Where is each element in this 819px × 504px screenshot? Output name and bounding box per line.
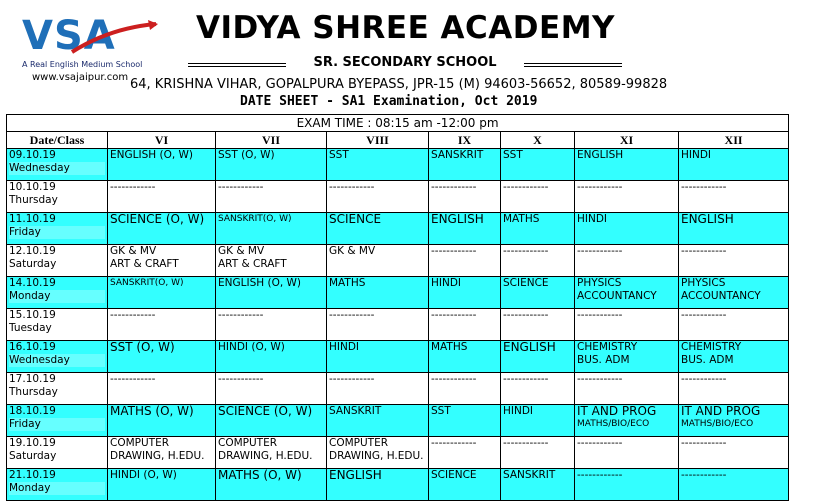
subject-cell [679, 405, 789, 437]
table-row [7, 341, 789, 373]
subject-label: SANSKRIT(O, W) [110, 278, 184, 288]
subject-label: COMPUTER [218, 437, 278, 449]
subject-label: IT AND PROG [681, 404, 761, 418]
subject-label: ------------ [503, 437, 549, 449]
date-cell [7, 405, 108, 437]
table-row [7, 469, 789, 501]
subject-label: HINDI (O, W) [110, 469, 177, 481]
subject-cell [679, 213, 789, 245]
date-cell [7, 373, 108, 405]
subject-label: BUS. ADM [577, 354, 630, 366]
subject-label: ENGLISH [577, 149, 624, 161]
subject-label: GK & MV [218, 245, 265, 257]
subject-label: ART & CRAFT [110, 258, 179, 270]
subject-label: SST (O, W) [218, 149, 275, 161]
subject-cell [575, 277, 679, 309]
subject-label: ACCOUNTANCY [577, 290, 657, 302]
exam-day: Wednesday [9, 354, 105, 367]
date-cell [7, 341, 108, 373]
column-header: VI [108, 132, 216, 149]
exam-date: 17.10.19 [9, 373, 56, 385]
school-title: VIDYA SHREE ACADEMY [196, 10, 615, 46]
subject-label: MATHS [431, 341, 468, 353]
subject-label: ------------ [218, 373, 264, 385]
column-header: VIII [327, 132, 429, 149]
subject-label: HINDI [431, 277, 462, 289]
subject-cell [501, 277, 575, 309]
subject-cell [108, 277, 216, 309]
table-row [7, 245, 789, 277]
date-cell [7, 277, 108, 309]
subject-label: ------------ [329, 309, 375, 321]
subject-cell [429, 373, 501, 405]
date-cell [7, 469, 108, 501]
subject-label: ENGLISH (O, W) [218, 277, 301, 289]
subject-label: COMPUTER [329, 437, 389, 449]
subject-cell [429, 309, 501, 341]
subject-cell [501, 181, 575, 213]
exam-day: Wednesday [9, 162, 105, 175]
subject-label: COMPUTER [110, 437, 170, 449]
subject-cell [216, 309, 327, 341]
date-cell [7, 245, 108, 277]
column-header: Date/Class [7, 132, 108, 149]
subject-cell [679, 341, 789, 373]
subject-cell [327, 469, 429, 501]
subject-label: ------------ [577, 469, 623, 481]
subject-label: GK & MV [329, 245, 376, 257]
subject-label: SCIENCE [503, 277, 549, 289]
exam-day: Monday [9, 482, 105, 495]
subject-cell [575, 213, 679, 245]
subject-cell [575, 341, 679, 373]
subject-cell [575, 149, 679, 181]
subject-cell [501, 373, 575, 405]
table-row [7, 149, 789, 181]
exam-day: Friday [9, 418, 105, 431]
exam-date: 11.10.19 [9, 213, 56, 225]
exam-day: Saturday [9, 450, 57, 462]
subject-label: ------------ [329, 181, 375, 193]
date-cell [7, 309, 108, 341]
subject-label: ------------ [431, 437, 477, 449]
subject-label: CHEMISTRY [577, 341, 638, 353]
school-subtitle: SR. SECONDARY SCHOOL [313, 55, 497, 70]
date-cell [7, 213, 108, 245]
subject-cell [327, 341, 429, 373]
table-body [7, 149, 789, 501]
subject-label: SANSKRIT [329, 405, 382, 417]
subject-label: MATHS/BIO/ECO [681, 419, 754, 429]
subject-cell [501, 309, 575, 341]
subject-cell [501, 245, 575, 277]
subject-cell [501, 469, 575, 501]
subject-cell [429, 149, 501, 181]
subject-label: MATHS (O, W) [110, 404, 194, 418]
subject-cell [327, 213, 429, 245]
subject-cell [327, 181, 429, 213]
subject-cell [501, 341, 575, 373]
table-row [7, 373, 789, 405]
subject-cell [216, 213, 327, 245]
exam-date: 14.10.19 [9, 277, 56, 289]
exam-date: 15.10.19 [9, 309, 56, 321]
subject-cell [327, 149, 429, 181]
subject-cell [679, 245, 789, 277]
subject-cell [327, 309, 429, 341]
column-header: XII [679, 132, 789, 149]
table-row [7, 405, 789, 437]
subject-label: ------------ [110, 309, 156, 321]
subject-cell [679, 309, 789, 341]
subject-label: HINDI [577, 213, 608, 225]
subject-cell [501, 149, 575, 181]
date-cell [7, 181, 108, 213]
column-header: IX [429, 132, 501, 149]
subject-label: ART & CRAFT [218, 258, 287, 270]
subject-cell [108, 213, 216, 245]
subject-label: MATHS [329, 277, 366, 289]
subject-label: HINDI (O, W) [218, 341, 285, 353]
subject-cell [216, 437, 327, 469]
subject-label: ------------ [329, 373, 375, 385]
subject-label: ENGLISH [681, 212, 734, 226]
subject-label: ------------ [218, 181, 264, 193]
subject-label: ------------ [681, 373, 727, 385]
school-website: www.vsajaipur.com [32, 72, 129, 83]
subject-label: ------------ [431, 309, 477, 321]
school-address: 64, KRISHNA VIHAR, GOPALPURA BYEPASS, JPR-15 (M) 94603-56652, 80589-99828 [130, 77, 668, 92]
exam-date: 18.10.19 [9, 405, 56, 417]
subject-cell [679, 149, 789, 181]
subject-cell [327, 277, 429, 309]
exam-date: 10.10.19 [9, 181, 56, 193]
subject-cell [216, 469, 327, 501]
subject-cell [501, 405, 575, 437]
subject-cell [429, 181, 501, 213]
subject-label: ------------ [577, 437, 623, 449]
date-cell [7, 149, 108, 181]
column-header-row [7, 132, 789, 149]
subject-label: SCIENCE (O, W) [218, 404, 313, 418]
exam-day: Monday [9, 290, 105, 303]
exam-day: Thursday [9, 386, 58, 398]
subject-label: HINDI [681, 149, 712, 161]
subject-label: ------------ [681, 181, 727, 193]
subject-cell [216, 405, 327, 437]
date-cell [7, 437, 108, 469]
exam-date: 09.10.19 [9, 149, 56, 161]
subject-label: ------------ [218, 309, 264, 321]
subject-cell [429, 469, 501, 501]
subject-cell [108, 181, 216, 213]
column-header: VII [216, 132, 327, 149]
subject-cell [216, 341, 327, 373]
subject-cell [575, 469, 679, 501]
subject-label: BUS. ADM [681, 354, 734, 366]
subject-cell [575, 309, 679, 341]
subject-cell [108, 149, 216, 181]
table-row [7, 437, 789, 469]
subject-label: SCIENCE [329, 212, 382, 226]
subject-label: SANSKRIT [431, 149, 484, 161]
exam-day: Friday [9, 226, 105, 239]
subject-cell [575, 373, 679, 405]
subject-cell [216, 181, 327, 213]
subject-label: ------------ [577, 373, 623, 385]
subject-cell [575, 245, 679, 277]
subject-label: ENGLISH [329, 468, 382, 482]
subject-cell [327, 245, 429, 277]
subject-cell [575, 437, 679, 469]
subject-label: ------------ [577, 309, 623, 321]
subject-label: ------------ [577, 245, 623, 257]
subject-label: ENGLISH [431, 212, 484, 226]
subject-cell [501, 213, 575, 245]
exam-date: 19.10.19 [9, 437, 56, 449]
subject-label: ------------ [503, 309, 549, 321]
table-row [7, 213, 789, 245]
table-row [7, 309, 789, 341]
logo-letters: VSA [22, 13, 116, 59]
exam-date: 21.10.19 [9, 469, 56, 481]
subject-label: ------------ [431, 181, 477, 193]
subject-label: ------------ [681, 437, 727, 449]
subject-label: PHYSICS [681, 277, 726, 289]
subject-label: SCIENCE (O, W) [110, 212, 205, 226]
table-row [7, 277, 789, 309]
exam-day: Tuesday [9, 322, 52, 334]
subtitle-rule-right [524, 63, 622, 67]
exam-time: EXAM TIME : 08:15 am -12:00 pm [7, 115, 789, 132]
subject-cell [429, 245, 501, 277]
subject-cell [327, 373, 429, 405]
subject-label: IT AND PROG [577, 404, 657, 418]
subject-cell [327, 405, 429, 437]
subject-label: ENGLISH (O, W) [110, 149, 193, 161]
exam-day: Saturday [9, 258, 57, 270]
subject-cell [108, 245, 216, 277]
subject-cell [216, 373, 327, 405]
subject-label: DRAWING, H.EDU. [218, 450, 313, 462]
exam-day: Thursday [9, 194, 58, 206]
subject-label: ------------ [503, 373, 549, 385]
subject-cell [575, 405, 679, 437]
subject-label: ------------ [110, 373, 156, 385]
table-row [7, 181, 789, 213]
subject-label: CHEMISTRY [681, 341, 742, 353]
subject-label: SST [329, 149, 349, 161]
subject-label: HINDI [503, 405, 534, 417]
exam-date: 12.10.19 [9, 245, 56, 257]
subject-label: SCIENCE [431, 469, 477, 481]
subject-label: PHYSICS [577, 277, 622, 289]
subject-cell [108, 373, 216, 405]
subject-cell [108, 341, 216, 373]
subject-label: ------------ [681, 309, 727, 321]
subject-cell [679, 277, 789, 309]
subject-cell [679, 437, 789, 469]
subject-cell [429, 277, 501, 309]
subject-label: SST [431, 405, 451, 417]
subject-cell [216, 277, 327, 309]
subject-label: ------------ [577, 181, 623, 193]
subject-cell [575, 181, 679, 213]
exam-date: 16.10.19 [9, 341, 56, 353]
subject-cell [429, 437, 501, 469]
subject-label: DRAWING, H.EDU. [329, 450, 424, 462]
subject-cell [216, 149, 327, 181]
subject-cell [429, 405, 501, 437]
column-header: X [501, 132, 575, 149]
subject-label: DRAWING, H.EDU. [110, 450, 205, 462]
subject-cell [108, 469, 216, 501]
logo-tagline: A Real English Medium School [22, 60, 143, 69]
subtitle-banner [180, 55, 630, 73]
subject-label: ------------ [110, 181, 156, 193]
date-sheet-table [6, 114, 789, 501]
column-header: XI [575, 132, 679, 149]
subject-label: HINDI [329, 341, 360, 353]
subject-label: MATHS [503, 213, 540, 225]
subject-label: ------------ [681, 469, 727, 481]
subject-label: MATHS/BIO/ECO [577, 419, 650, 429]
subject-label: ------------ [503, 181, 549, 193]
subject-cell [108, 437, 216, 469]
subject-label: ------------ [503, 245, 549, 257]
subject-label: ------------ [681, 245, 727, 257]
subject-label: ENGLISH [503, 340, 556, 354]
subject-label: GK & MV [110, 245, 157, 257]
subject-cell [327, 437, 429, 469]
logo-swoosh-icon [70, 18, 160, 58]
subject-cell [108, 405, 216, 437]
subject-cell [429, 341, 501, 373]
subject-cell [501, 437, 575, 469]
subject-label: SANSKRIT [503, 469, 556, 481]
subject-label: SANSKRIT(O, W) [218, 214, 292, 224]
subject-label: ACCOUNTANCY [681, 290, 761, 302]
subject-cell [679, 373, 789, 405]
subject-label: SST (O, W) [110, 340, 175, 354]
subject-cell [429, 213, 501, 245]
subject-cell [679, 469, 789, 501]
subject-cell [108, 309, 216, 341]
subject-label: ------------ [431, 373, 477, 385]
subject-label: MATHS (O, W) [218, 468, 302, 482]
datesheet-heading: DATE SHEET - SA1 Examination, Oct 2019 [240, 94, 538, 109]
subject-label: ------------ [431, 245, 477, 257]
subject-label: SST [503, 149, 523, 161]
subject-cell [679, 181, 789, 213]
subject-cell [216, 245, 327, 277]
